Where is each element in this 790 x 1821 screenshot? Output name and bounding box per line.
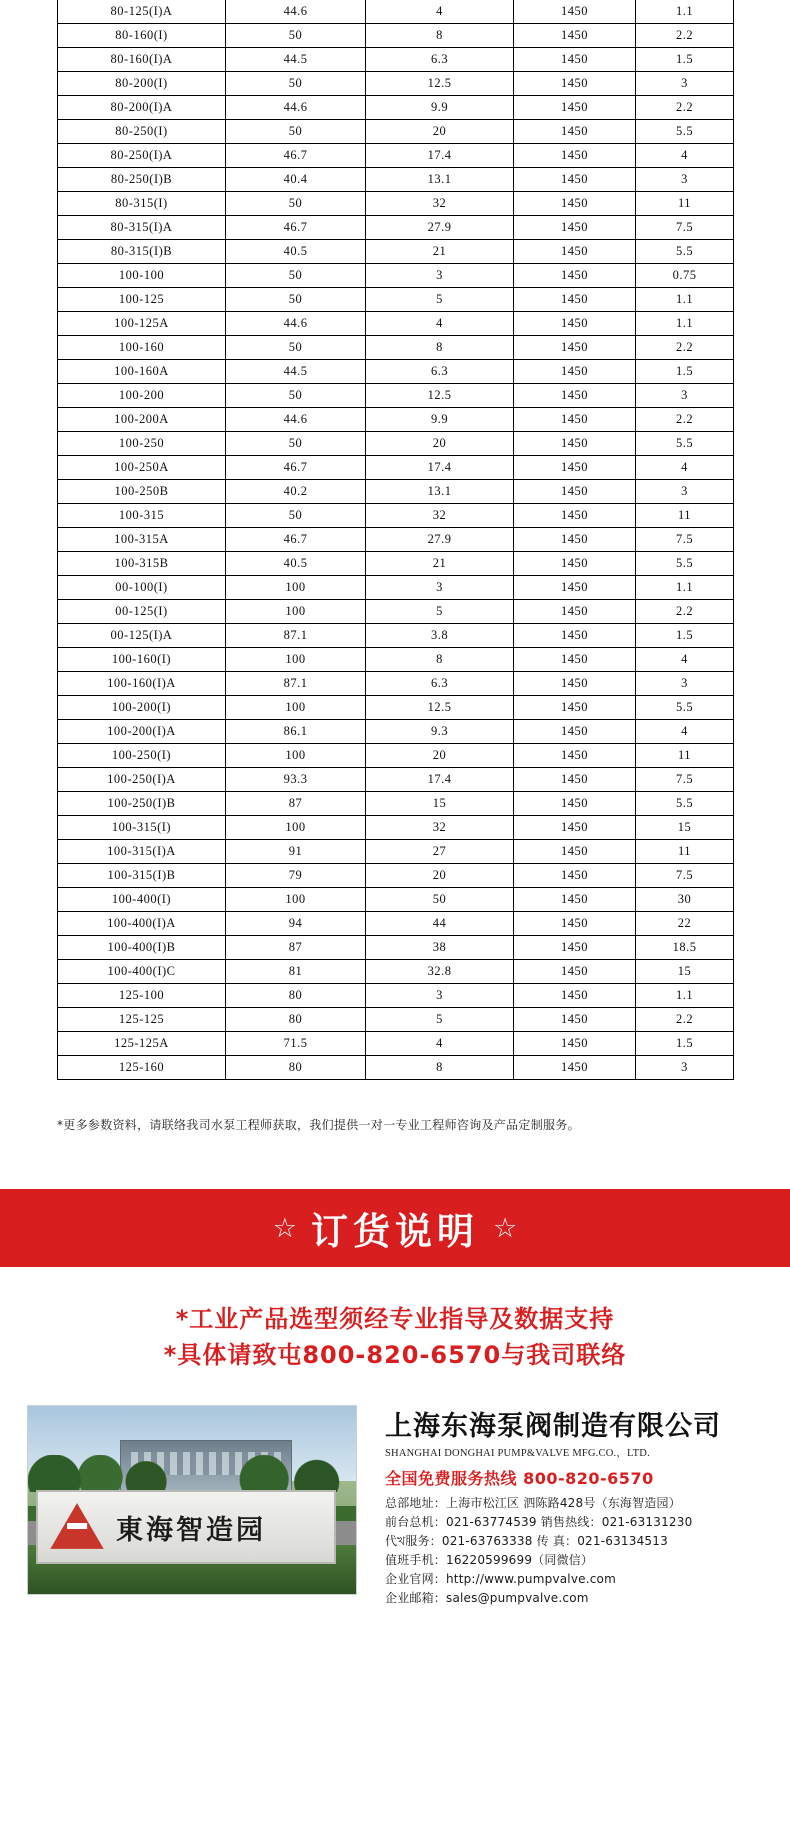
photo-trees — [28, 1455, 356, 1493]
table-row — [58, 696, 734, 720]
cell-power: 2.2 — [636, 24, 734, 48]
cell-power: 3 — [636, 672, 734, 696]
order-note-2: *具体请致屯800-820-6570与我司联络 — [163, 1341, 627, 1369]
cell-flow: 80 — [226, 1056, 366, 1080]
cell-model: 80-200(I)A — [58, 96, 226, 120]
cell-speed: 1450 — [514, 768, 636, 792]
cell-model: 80-200(I) — [58, 72, 226, 96]
cell-flow: 71.5 — [226, 1032, 366, 1056]
cell-flow: 50 — [226, 288, 366, 312]
cell-power: 1.1 — [636, 288, 734, 312]
cell-flow: 86.1 — [226, 720, 366, 744]
cell-power: 7.5 — [636, 864, 734, 888]
cell-model: 100-250B — [58, 480, 226, 504]
cell-speed: 1450 — [514, 24, 636, 48]
cell-model: 100-125 — [58, 288, 226, 312]
table-row — [58, 912, 734, 936]
cell-power: 2.2 — [636, 408, 734, 432]
cell-head: 17.4 — [366, 456, 514, 480]
cell-speed: 1450 — [514, 576, 636, 600]
hotline-number: 800-820-6570 — [523, 1469, 654, 1488]
cell-power: 1.1 — [636, 984, 734, 1008]
cell-speed: 1450 — [514, 144, 636, 168]
cell-model: 125-125 — [58, 1008, 226, 1032]
cell-speed: 1450 — [514, 96, 636, 120]
cell-model: 00-125(I)A — [58, 624, 226, 648]
table-row — [58, 48, 734, 72]
cell-flow: 100 — [226, 816, 366, 840]
table-row — [58, 504, 734, 528]
cell-power: 7.5 — [636, 216, 734, 240]
cell-model: 100-250A — [58, 456, 226, 480]
cell-speed: 1450 — [514, 240, 636, 264]
cell-head: 4 — [366, 0, 514, 24]
cell-model: 100-250(I)B — [58, 792, 226, 816]
cell-head: 8 — [366, 1056, 514, 1080]
cell-head: 15 — [366, 792, 514, 816]
cell-power: 5.5 — [636, 792, 734, 816]
table-row — [58, 72, 734, 96]
cell-speed: 1450 — [514, 360, 636, 384]
company-name-en: SHANGHAI DONGHAI PUMP&VALVE MFG.CO.，LTD. — [385, 1448, 650, 1459]
cell-flow: 79 — [226, 864, 366, 888]
cell-power: 11 — [636, 840, 734, 864]
table-row — [58, 576, 734, 600]
cell-model: 100-250(I) — [58, 744, 226, 768]
cell-speed: 1450 — [514, 792, 636, 816]
table-row — [58, 120, 734, 144]
cell-flow: 50 — [226, 264, 366, 288]
cell-head: 20 — [366, 864, 514, 888]
cell-flow: 44.6 — [226, 408, 366, 432]
cell-speed: 1450 — [514, 672, 636, 696]
cell-model: 125-160 — [58, 1056, 226, 1080]
cell-model: 100-400(I)A — [58, 912, 226, 936]
cell-flow: 46.7 — [226, 456, 366, 480]
cell-flow: 50 — [226, 72, 366, 96]
table-row — [58, 552, 734, 576]
cell-power: 1.5 — [636, 624, 734, 648]
cell-model: 100-315(I)A — [58, 840, 226, 864]
cell-power: 1.5 — [636, 48, 734, 72]
hotline — [385, 1466, 721, 1489]
cell-model: 00-100(I) — [58, 576, 226, 600]
cell-power: 2.2 — [636, 1008, 734, 1032]
cell-head: 5 — [366, 1008, 514, 1032]
cell-model: 100-160 — [58, 336, 226, 360]
table-row — [58, 768, 734, 792]
cell-flow: 44.5 — [226, 360, 366, 384]
factory-photo — [27, 1405, 357, 1595]
table-row — [58, 672, 734, 696]
cell-power: 0.75 — [636, 264, 734, 288]
cell-model: 100-160A — [58, 360, 226, 384]
table-row — [58, 216, 734, 240]
cell-flow: 81 — [226, 960, 366, 984]
table-row — [58, 312, 734, 336]
cell-head: 12.5 — [366, 72, 514, 96]
contact-line: 值班手机：16220599699（同微信） — [385, 1553, 594, 1567]
company-name-cn: 上海东海泵阀制造有限公司 — [385, 1411, 721, 1442]
cell-power: 4 — [636, 720, 734, 744]
cell-flow: 100 — [226, 696, 366, 720]
cell-head: 4 — [366, 312, 514, 336]
cell-model: 100-250(I)A — [58, 768, 226, 792]
cell-flow: 87 — [226, 936, 366, 960]
cell-head: 21 — [366, 240, 514, 264]
cell-speed: 1450 — [514, 816, 636, 840]
cell-model: 80-250(I)A — [58, 144, 226, 168]
cell-model: 80-315(I) — [58, 192, 226, 216]
table-row — [58, 168, 734, 192]
cell-flow: 100 — [226, 600, 366, 624]
cell-head: 32 — [366, 192, 514, 216]
cell-model: 80-125(I)A — [58, 0, 226, 24]
cell-speed: 1450 — [514, 888, 636, 912]
cell-head: 8 — [366, 24, 514, 48]
order-banner-title: 订货说明 — [311, 1210, 479, 1253]
cell-model: 80-160(I) — [58, 24, 226, 48]
cell-speed: 1450 — [514, 528, 636, 552]
cell-flow: 91 — [226, 840, 366, 864]
cell-speed: 1450 — [514, 864, 636, 888]
cell-head: 12.5 — [366, 384, 514, 408]
photo-sign-text: 東海智造园 — [116, 1514, 266, 1546]
table-row — [58, 408, 734, 432]
cell-model: 100-315(I) — [58, 816, 226, 840]
cell-speed: 1450 — [514, 720, 636, 744]
cell-power: 3 — [636, 480, 734, 504]
table-footnote: *更多参数资料，请联络我司水泵工程师获取，我们提供一对一专业工程师咨询及产品定制服务。 — [57, 1118, 580, 1132]
cell-model: 80-250(I) — [58, 120, 226, 144]
footer — [0, 1399, 790, 1648]
order-notes — [0, 1267, 790, 1399]
cell-flow: 100 — [226, 744, 366, 768]
cell-speed: 1450 — [514, 480, 636, 504]
cell-model: 100-200(I) — [58, 696, 226, 720]
cell-head: 13.1 — [366, 480, 514, 504]
cell-power: 11 — [636, 744, 734, 768]
star-right-icon: ☆ — [493, 1212, 518, 1243]
cell-speed: 1450 — [514, 0, 636, 24]
cell-head: 50 — [366, 888, 514, 912]
cell-speed: 1450 — [514, 1008, 636, 1032]
cell-speed: 1450 — [514, 336, 636, 360]
cell-model: 100-125A — [58, 312, 226, 336]
cell-speed: 1450 — [514, 936, 636, 960]
cell-flow: 46.7 — [226, 216, 366, 240]
cell-flow: 44.5 — [226, 48, 366, 72]
contact-lines — [385, 1494, 721, 1608]
cell-head: 17.4 — [366, 144, 514, 168]
cell-power: 4 — [636, 144, 734, 168]
cell-head: 9.9 — [366, 96, 514, 120]
cell-speed: 1450 — [514, 216, 636, 240]
cell-flow: 44.6 — [226, 0, 366, 24]
cell-flow: 87.1 — [226, 672, 366, 696]
cell-speed: 1450 — [514, 552, 636, 576]
table-row — [58, 864, 734, 888]
contact-line: 总部地址：上海市松江区 泗陈路428号（东海智造园） — [385, 1496, 681, 1510]
table-row — [58, 648, 734, 672]
table-row — [58, 1056, 734, 1080]
cell-head: 13.1 — [366, 168, 514, 192]
cell-power: 30 — [636, 888, 734, 912]
cell-head: 3 — [366, 984, 514, 1008]
cell-head: 32.8 — [366, 960, 514, 984]
cell-head: 3 — [366, 576, 514, 600]
table-row — [58, 0, 734, 24]
table-row — [58, 744, 734, 768]
contact-line: 企业官网：http://www.pumpvalve.com — [385, 1572, 616, 1586]
cell-head: 44 — [366, 912, 514, 936]
cell-flow: 44.6 — [226, 312, 366, 336]
table-row — [58, 360, 734, 384]
table-row — [58, 24, 734, 48]
cell-head: 20 — [366, 744, 514, 768]
cell-speed: 1450 — [514, 72, 636, 96]
banner-spacer — [0, 1133, 790, 1189]
cell-flow: 50 — [226, 384, 366, 408]
cell-speed: 1450 — [514, 288, 636, 312]
order-banner — [0, 1189, 790, 1267]
cell-power: 7.5 — [636, 528, 734, 552]
cell-speed: 1450 — [514, 1056, 636, 1080]
table-row — [58, 384, 734, 408]
cell-power: 2.2 — [636, 96, 734, 120]
cell-head: 6.3 — [366, 360, 514, 384]
cell-flow: 87.1 — [226, 624, 366, 648]
cell-flow: 40.2 — [226, 480, 366, 504]
cell-speed: 1450 — [514, 48, 636, 72]
cell-model: 80-315(I)A — [58, 216, 226, 240]
cell-speed: 1450 — [514, 984, 636, 1008]
cell-flow: 40.5 — [226, 552, 366, 576]
cell-power: 1.5 — [636, 360, 734, 384]
cell-flow: 100 — [226, 888, 366, 912]
cell-model: 100-200 — [58, 384, 226, 408]
table-row — [58, 840, 734, 864]
cell-power: 18.5 — [636, 936, 734, 960]
cell-head: 20 — [366, 120, 514, 144]
cell-model: 125-125A — [58, 1032, 226, 1056]
cell-power: 15 — [636, 960, 734, 984]
cell-flow: 50 — [226, 192, 366, 216]
table-row — [58, 240, 734, 264]
cell-head: 5 — [366, 288, 514, 312]
cell-speed: 1450 — [514, 744, 636, 768]
cell-speed: 1450 — [514, 408, 636, 432]
cell-power: 11 — [636, 192, 734, 216]
cell-model: 100-315(I)B — [58, 864, 226, 888]
cell-flow: 87 — [226, 792, 366, 816]
cell-model: 80-315(I)B — [58, 240, 226, 264]
cell-model: 80-160(I)A — [58, 48, 226, 72]
photo-sign — [36, 1490, 336, 1564]
cell-flow: 50 — [226, 120, 366, 144]
table-row — [58, 816, 734, 840]
cell-head: 8 — [366, 336, 514, 360]
cell-power: 4 — [636, 648, 734, 672]
cell-flow: 94 — [226, 912, 366, 936]
cell-power: 3 — [636, 168, 734, 192]
cell-speed: 1450 — [514, 624, 636, 648]
pump-spec-table — [57, 0, 734, 1080]
cell-speed: 1450 — [514, 1032, 636, 1056]
cell-model: 00-125(I) — [58, 600, 226, 624]
cell-speed: 1450 — [514, 648, 636, 672]
table-row — [58, 192, 734, 216]
cell-power: 2.2 — [636, 600, 734, 624]
cell-power: 5.5 — [636, 120, 734, 144]
cell-power: 1.5 — [636, 1032, 734, 1056]
cell-head: 17.4 — [366, 768, 514, 792]
order-note-1: *工业产品选型须经专业指导及数据支持 — [175, 1305, 615, 1333]
cell-head: 3 — [366, 264, 514, 288]
cell-flow: 40.5 — [226, 240, 366, 264]
cell-speed: 1450 — [514, 120, 636, 144]
cell-head: 6.3 — [366, 48, 514, 72]
table-row — [58, 720, 734, 744]
cell-power: 3 — [636, 384, 734, 408]
table-row — [58, 336, 734, 360]
cell-model: 100-160(I)A — [58, 672, 226, 696]
cell-power: 5.5 — [636, 552, 734, 576]
cell-power: 2.2 — [636, 336, 734, 360]
company-info — [357, 1405, 721, 1608]
cell-head: 21 — [366, 552, 514, 576]
cell-flow: 100 — [226, 576, 366, 600]
table-row — [58, 1032, 734, 1056]
cell-model: 100-400(I) — [58, 888, 226, 912]
cell-power: 5.5 — [636, 696, 734, 720]
cell-power: 1.1 — [636, 312, 734, 336]
cell-head: 27 — [366, 840, 514, 864]
cell-power: 7.5 — [636, 768, 734, 792]
cell-flow: 80 — [226, 1008, 366, 1032]
cell-power: 1.1 — [636, 576, 734, 600]
table-row — [58, 960, 734, 984]
cell-model: 80-250(I)B — [58, 168, 226, 192]
cell-head: 27.9 — [366, 528, 514, 552]
cell-model: 100-250 — [58, 432, 226, 456]
company-logo-icon — [48, 1501, 106, 1553]
table-row — [58, 432, 734, 456]
cell-speed: 1450 — [514, 696, 636, 720]
table-row — [58, 480, 734, 504]
cell-head: 9.3 — [366, 720, 514, 744]
cell-model: 100-315A — [58, 528, 226, 552]
cell-speed: 1450 — [514, 600, 636, 624]
cell-power: 15 — [636, 816, 734, 840]
cell-speed: 1450 — [514, 456, 636, 480]
cell-power: 4 — [636, 456, 734, 480]
cell-speed: 1450 — [514, 312, 636, 336]
cell-flow: 80 — [226, 984, 366, 1008]
cell-head: 6.3 — [366, 672, 514, 696]
table-row — [58, 144, 734, 168]
table-row — [58, 600, 734, 624]
hotline-label: 全国免费服务热线 — [385, 1469, 518, 1488]
table-row — [58, 528, 734, 552]
cell-model: 100-400(I)B — [58, 936, 226, 960]
cell-head: 12.5 — [366, 696, 514, 720]
table-row — [58, 792, 734, 816]
star-left-icon: ☆ — [272, 1212, 297, 1243]
cell-flow: 50 — [226, 24, 366, 48]
cell-flow: 44.6 — [226, 96, 366, 120]
cell-power: 5.5 — [636, 432, 734, 456]
cell-head: 27.9 — [366, 216, 514, 240]
cell-power: 11 — [636, 504, 734, 528]
cell-head: 8 — [366, 648, 514, 672]
cell-model: 100-100 — [58, 264, 226, 288]
cell-speed: 1450 — [514, 504, 636, 528]
cell-head: 20 — [366, 432, 514, 456]
cell-model: 100-160(I) — [58, 648, 226, 672]
table-row — [58, 264, 734, 288]
cell-flow: 50 — [226, 432, 366, 456]
cell-flow: 46.7 — [226, 144, 366, 168]
cell-model: 100-400(I)C — [58, 960, 226, 984]
cell-head: 9.9 — [366, 408, 514, 432]
cell-flow: 46.7 — [226, 528, 366, 552]
table-row — [58, 888, 734, 912]
contact-line: 代খ服务：021-63763338 传 真：021-63134513 — [385, 1534, 668, 1548]
cell-head: 4 — [366, 1032, 514, 1056]
contact-line: 前台总机：021-63774539 销售热线：021-63131230 — [385, 1515, 693, 1529]
contact-line: 企业邮箱：sales@pumpvalve.com — [385, 1591, 589, 1605]
cell-head: 32 — [366, 816, 514, 840]
table-row — [58, 624, 734, 648]
cell-speed: 1450 — [514, 192, 636, 216]
cell-model: 100-315 — [58, 504, 226, 528]
cell-speed: 1450 — [514, 432, 636, 456]
cell-power: 3 — [636, 72, 734, 96]
cell-power: 5.5 — [636, 240, 734, 264]
cell-head: 32 — [366, 504, 514, 528]
cell-speed: 1450 — [514, 840, 636, 864]
cell-flow: 40.4 — [226, 168, 366, 192]
cell-power: 1.1 — [636, 0, 734, 24]
cell-flow: 50 — [226, 336, 366, 360]
table-row — [58, 288, 734, 312]
cell-model: 100-200A — [58, 408, 226, 432]
table-row — [58, 984, 734, 1008]
cell-speed: 1450 — [514, 384, 636, 408]
table-row — [58, 456, 734, 480]
cell-head: 3.8 — [366, 624, 514, 648]
cell-speed: 1450 — [514, 960, 636, 984]
cell-speed: 1450 — [514, 912, 636, 936]
table-row — [58, 96, 734, 120]
table-row — [58, 936, 734, 960]
cell-model: 100-315B — [58, 552, 226, 576]
cell-flow: 93.3 — [226, 768, 366, 792]
cell-flow: 100 — [226, 648, 366, 672]
cell-speed: 1450 — [514, 264, 636, 288]
table-row — [58, 1008, 734, 1032]
cell-head: 5 — [366, 600, 514, 624]
cell-model: 100-200(I)A — [58, 720, 226, 744]
cell-flow: 50 — [226, 504, 366, 528]
cell-speed: 1450 — [514, 168, 636, 192]
cell-power: 22 — [636, 912, 734, 936]
cell-head: 38 — [366, 936, 514, 960]
cell-power: 3 — [636, 1056, 734, 1080]
cell-model: 125-100 — [58, 984, 226, 1008]
